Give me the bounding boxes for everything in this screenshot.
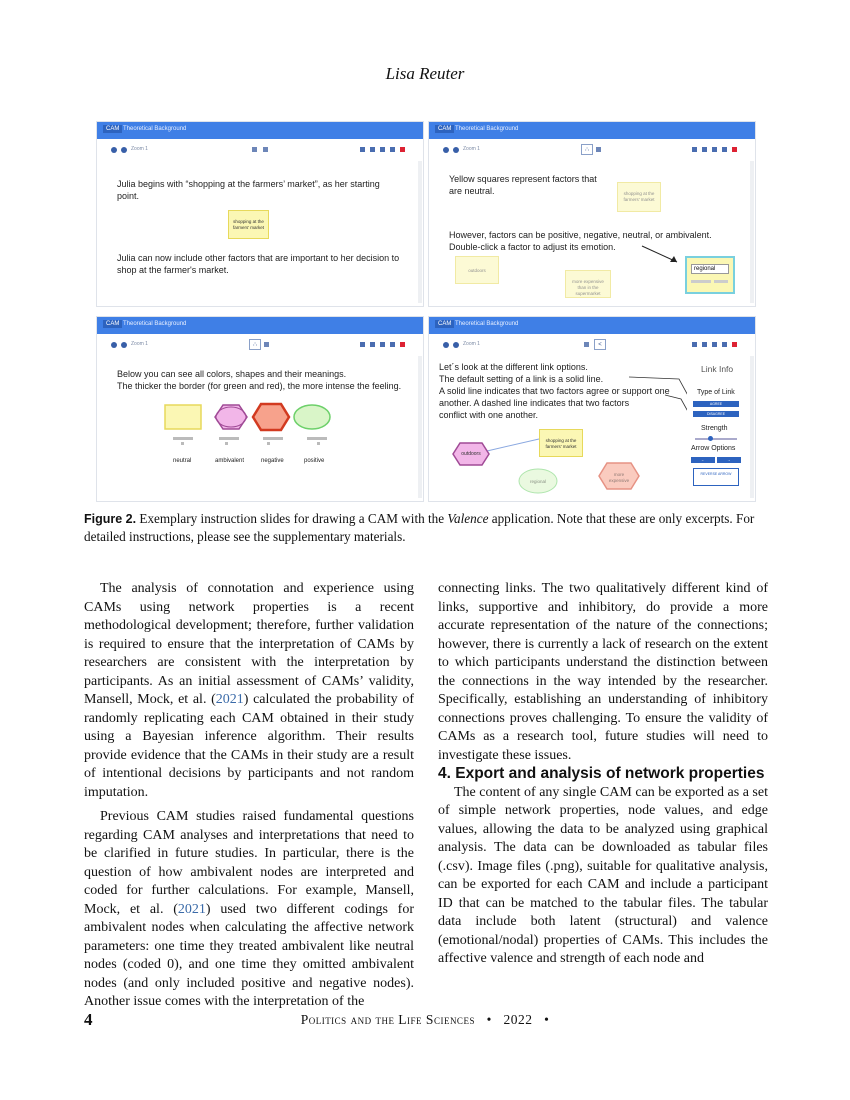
- slide-text: The default setting of a link is a solid line.: [439, 374, 604, 384]
- send-icon[interactable]: [722, 147, 727, 152]
- save-icon[interactable]: [692, 147, 697, 152]
- slide-text: A solid line indicates that two factors agree or support one: [439, 386, 670, 396]
- slide-text: Yellow squares represent factors that: [449, 174, 597, 184]
- zoom-label: Zoom 1: [131, 146, 148, 152]
- running-header: Lisa Reuter: [385, 64, 465, 83]
- share-icon[interactable]: [596, 147, 601, 152]
- link-info-title: Link Info: [701, 364, 734, 374]
- regional-node-selected[interactable]: [685, 256, 735, 294]
- delete-icon[interactable]: [400, 342, 405, 347]
- caption-text: Exemplary instruction slides for drawing a CAM with the: [136, 511, 448, 526]
- journal-name: Politics and the Life Sciences: [300, 1012, 475, 1027]
- slide-text: are neutral.: [449, 186, 495, 196]
- paragraph-text: ) calculated the probability of randomly replicating each CAM obtained in their study using a Bayesian inference algorithm. Their results provide evidence that the CAMs in their study are a result of intentional decisions by participants and not random imputation.: [84, 692, 414, 800]
- scrollbar[interactable]: [418, 161, 422, 303]
- link-info-panel: [687, 357, 747, 491]
- node-label: more expensive than in the supermarket: [572, 279, 604, 296]
- share-icon[interactable]: <: [594, 339, 606, 350]
- node-shapes: [157, 401, 357, 435]
- paragraph: [84, 808, 414, 1012]
- delete-icon[interactable]: [400, 147, 405, 152]
- settings-icon[interactable]: [443, 147, 449, 153]
- tab-theoretical-background[interactable]: Theoretical Background: [455, 321, 519, 327]
- tab-theoretical-background[interactable]: Theoretical Background: [455, 126, 519, 132]
- node-label: outdoors: [461, 451, 481, 457]
- section-heading: 4. Export and analysis of network properties: [438, 765, 765, 782]
- node-label: more expensive: [608, 472, 630, 483]
- send-icon[interactable]: [390, 147, 395, 152]
- scrollbar[interactable]: [418, 356, 422, 498]
- copy-icon[interactable]: [380, 147, 385, 152]
- paragraph: connecting links. The two qualitatively different kind of links, supportive and inhibitory, do provide a more accurate representation of the nature of the connections; however, there is currently a lack of research on the extent to which participants understand the distinction between the connections in the way intended by the researcher. Specifically, establishing an understanding of inhibitory connections proves challenging. To ensure the validity of CAMs as a research tool, future studies will need to investigate these issues.: [438, 581, 768, 763]
- toolbar: [97, 139, 423, 161]
- slide-text: Julia begins with “shopping at the farmers’ market”, as her starting: [117, 179, 380, 189]
- slide-text: conflict with one another.: [439, 410, 539, 420]
- scrollbar[interactable]: [750, 161, 754, 303]
- copy-icon[interactable]: [712, 147, 717, 152]
- cam-label[interactable]: CAM: [103, 125, 122, 133]
- footer-year: 2022: [503, 1012, 533, 1027]
- node-label: shopping at the farmers' market: [545, 438, 577, 449]
- figure-caption: [84, 510, 774, 546]
- share-icon[interactable]: [264, 342, 269, 347]
- node-sliders: [167, 435, 357, 449]
- zoom-label: Zoom 1: [463, 146, 480, 152]
- slide-1: [96, 121, 424, 307]
- info-icon[interactable]: [453, 147, 459, 153]
- strength-slider-handle[interactable]: [708, 436, 713, 441]
- cam-label[interactable]: CAM: [435, 320, 454, 328]
- network-icon[interactable]: ∴: [249, 339, 261, 350]
- slide-text: The thicker the border (for green and red), the more intense the feeling.: [117, 381, 402, 391]
- caption-label: Figure 2.: [84, 512, 137, 526]
- arrow-right-button[interactable]: →: [717, 457, 741, 463]
- neutral-node-faint[interactable]: [455, 256, 499, 284]
- download-icon[interactable]: [702, 147, 707, 152]
- slide-text: point.: [117, 191, 140, 201]
- footer-journal: [0, 1012, 850, 1028]
- arrow-options-label: Arrow Options: [691, 445, 736, 452]
- save-icon[interactable]: [360, 342, 365, 347]
- neutral-node-faint[interactable]: [565, 270, 611, 298]
- slider-track[interactable]: [714, 280, 728, 283]
- network-icon[interactable]: ∴: [581, 144, 593, 155]
- toolbar: [429, 139, 755, 161]
- left-column: [84, 580, 414, 1012]
- app-bar: [97, 317, 423, 334]
- legend-label-positive: positive: [304, 458, 325, 464]
- node-label: regional: [529, 479, 546, 484]
- slide-4: [428, 316, 756, 502]
- caption-app-name: Valence: [447, 511, 489, 526]
- caption-text: application. Note that these are only excerpts. For detailed instructions, please see the supplementary materials.: [84, 511, 755, 544]
- save-icon[interactable]: [360, 147, 365, 152]
- settings-icon[interactable]: [111, 342, 117, 348]
- strength-label: Strength: [701, 425, 728, 432]
- send-icon[interactable]: [390, 342, 395, 347]
- legend-label-neutral: neutral: [173, 458, 192, 464]
- settings-icon[interactable]: [111, 147, 117, 153]
- slide-text: Double-click a factor to adjust its emotion.: [449, 242, 616, 252]
- slide-text: However, factors can be positive, negative, neutral, or ambivalent.: [449, 230, 712, 240]
- cam-label[interactable]: CAM: [435, 125, 454, 133]
- reverse-arrow-button[interactable]: REVERSE ARROW: [693, 468, 739, 486]
- negative-shape: [253, 404, 289, 430]
- page-number: 4: [84, 1010, 93, 1029]
- info-icon[interactable]: [121, 147, 127, 153]
- node-label: shopping at the farmers' market: [232, 219, 265, 230]
- toolbar: [97, 334, 423, 356]
- citation-link[interactable]: 2021: [215, 692, 244, 707]
- type-of-link-label: Type of Link: [697, 389, 735, 396]
- strength-slider[interactable]: [695, 438, 737, 440]
- agree-button[interactable]: AGREE: [693, 401, 739, 407]
- slide-text: Let´s look at the different link options.: [439, 362, 588, 372]
- slide-text: another. A dashed line indicates that two factors: [439, 398, 630, 408]
- neutral-node-faint[interactable]: [617, 182, 661, 212]
- slide-text: shop at the farmer's market.: [117, 265, 229, 275]
- app-bar: [97, 122, 423, 139]
- legend-label-ambivalent: ambivalent: [215, 458, 245, 464]
- tab-theoretical-background[interactable]: Theoretical Background: [123, 321, 187, 327]
- ambivalent-shape: [215, 405, 247, 429]
- zoom-label: Zoom 1: [463, 341, 480, 347]
- legend-label-negative: negative: [261, 458, 284, 464]
- paragraph-text: The analysis of connotation and experience using CAMs using network properties is a recent methodological development; therefore, further validation is required to ensure that the interpretation of CAMs by researchers are consistent with the interpretation by participants. As an initial assessment of CAMs’ validity, Mansell, Mock, et al. (: [84, 581, 414, 707]
- download-icon[interactable]: [370, 342, 375, 347]
- paragraph: [84, 580, 414, 802]
- slide-text: Below you can see all colors, shapes and their meanings.: [117, 369, 347, 379]
- info-icon[interactable]: [121, 342, 127, 348]
- slide-text: Julia can now include other factors that are important to her decision to: [117, 253, 400, 263]
- slide-3: [96, 316, 424, 502]
- node-label: shopping at the farmers' market: [623, 191, 655, 202]
- footer-bullet: •: [544, 1012, 550, 1027]
- citation-link[interactable]: 2021: [177, 901, 206, 917]
- zoom-label: Zoom 1: [131, 341, 148, 347]
- neutral-node[interactable]: [539, 429, 583, 457]
- slider-track[interactable]: [691, 280, 711, 283]
- copy-icon[interactable]: [380, 342, 385, 347]
- paragraph: The content of any single CAM can be exported as a set of simple network properties, node values, and edge values, allowing the data to be analyzed using graphical analysis. The data can be downloaded as tabular files (.csv). Image files (.png), suitable for qualitative analysis, can be exported for each CAM and include a participant ID that can be matched to the tabular files. The tabular data include both latent (structural) and valence (emotional/nodal) properties of CAMs. This includes the affective valence and strength of each node and: [438, 784, 768, 966]
- positive-shape: [294, 405, 330, 429]
- share-icon[interactable]: [263, 147, 268, 152]
- disagree-button[interactable]: DISAGREE: [693, 411, 739, 417]
- footer-bullet: •: [486, 1012, 492, 1027]
- paragraph-text: ) used two different codings for ambivalent nodes when calculating the affective network parameters: one time they treated ambivalent like neutral nodes (coded 0), and one time they omitted ambivalent nodes (and only included positive and negative nodes). Another issue comes with the interpretation of the: [84, 901, 415, 1009]
- network-icon[interactable]: [252, 147, 257, 152]
- slide-2: [428, 121, 756, 307]
- neutral-node[interactable]: [228, 210, 269, 239]
- arrow-left-button[interactable]: ←: [691, 457, 715, 463]
- right-column: [438, 580, 768, 969]
- arrow-icon: [637, 240, 687, 270]
- app-bar: [429, 122, 755, 139]
- tab-theoretical-background[interactable]: Theoretical Background: [123, 126, 187, 132]
- paragraph-text: Previous CAM studies raised fundamental questions regarding CAM analyses and interpretations that need to be clarified in future studies. In particular, there is the question of how ambivalent nodes are interpreted and coded for further calculations. For example, Mansell, Mock, et al. (: [84, 809, 414, 917]
- download-icon[interactable]: [370, 147, 375, 152]
- neutral-shape: [165, 405, 201, 429]
- scrollbar[interactable]: [750, 356, 754, 498]
- node-name-input[interactable]: regional: [691, 264, 729, 274]
- node-label: outdoors: [468, 268, 486, 273]
- cam-label[interactable]: CAM: [103, 320, 122, 328]
- delete-icon[interactable]: [732, 147, 737, 152]
